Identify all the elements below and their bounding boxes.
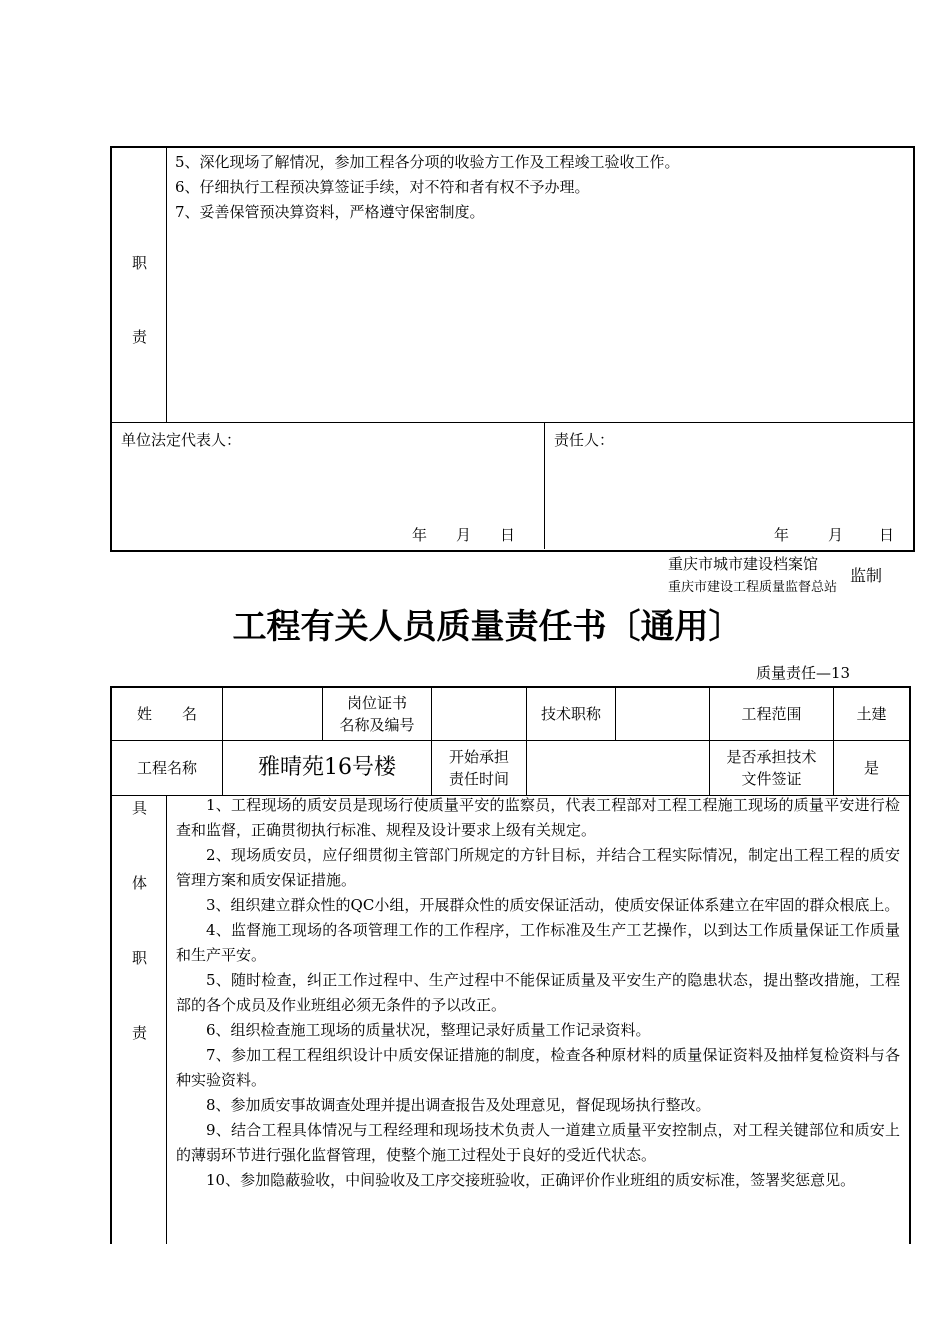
- scope-value[interactable]: [834, 688, 909, 741]
- duties-table-top: [110, 146, 915, 552]
- tech-sign-value[interactable]: [834, 741, 909, 796]
- signature-row: [112, 422, 913, 549]
- duty-item: 6、仔细执行工程预决算签证手续，对不符和者有权不予办理。: [175, 178, 590, 196]
- date-year: 年: [774, 526, 790, 544]
- tech-title-value[interactable]: [616, 688, 710, 741]
- project-name-value[interactable]: [223, 741, 432, 796]
- specific-duties-content: [176, 793, 900, 1193]
- scope-value-text: 土建: [856, 705, 887, 723]
- supervisor-quality-station: 重庆市建设工程质量监督总站: [668, 580, 838, 595]
- label-char-zhi: 职: [132, 949, 148, 967]
- duty-item: 8、参加质安事故调查处理并提出调查报告及处理意见，督促现场执行整改。: [206, 1096, 711, 1114]
- duty-item: 4、监督施工现场的各项管理工作的工作程序，工作标准及生产工艺操作，以到达工作质量保证工作质量和生产平安。: [176, 921, 900, 964]
- date-day: 日: [500, 526, 516, 544]
- label-char-ze: 责: [132, 1024, 148, 1042]
- start-time-label: [432, 741, 527, 796]
- duty-item: 5、深化现场了解情况，参加工程各分项的收验方工作及工程竣工验收工作。: [175, 153, 680, 171]
- name-value[interactable]: [223, 688, 323, 741]
- document-title: 工程有关人员质量责任书〔通用〕: [232, 607, 743, 647]
- label-char-ju: 具: [132, 799, 148, 817]
- specific-duties-label-column: [112, 796, 167, 1244]
- cert-label-line1: 岗位证书: [346, 694, 407, 712]
- duty-item: 2、现场质安员，应仔细贯彻主管部门所规定的方针目标，并结合工程实际情况，制定出工程工程的质安管理方案和质安保证措施。: [176, 846, 900, 889]
- supervisor-suffix: 监制: [850, 566, 883, 585]
- cert-label-line2: 名称及编号: [339, 716, 415, 734]
- name-label-text: 姓 名: [136, 705, 197, 723]
- tech-title-label: [527, 688, 616, 741]
- cert-label: [323, 688, 432, 741]
- start-time-value[interactable]: [527, 741, 710, 796]
- duties-label-column: [112, 148, 167, 422]
- duty-item: 7、妥善保管预决算资料，严格遵守保密制度。: [175, 203, 485, 221]
- signature-divider: [544, 423, 545, 549]
- project-name-value-text: 雅晴苑16号楼: [258, 755, 396, 780]
- tech-sign-label-line2: 文件签证: [741, 770, 802, 788]
- duty-item: 5、随时检查，纠正工作过程中、生产过程中不能保证质量及平安生产的隐患状态，提出整改措施，工程部的各个成员及作业班组必须无条件的予以改正。: [176, 971, 900, 1014]
- date-year: 年: [412, 526, 428, 544]
- start-time-label-line2: 责任时间: [448, 770, 509, 788]
- tech-title-label-text: 技术职称: [540, 705, 601, 723]
- label-char-ze: 责: [132, 328, 148, 346]
- scope-label: [710, 688, 834, 741]
- date-day: 日: [879, 526, 895, 544]
- cert-value[interactable]: [432, 688, 527, 741]
- project-name-label-text: 工程名称: [136, 759, 197, 777]
- tech-sign-label-line1: 是否承担技术: [726, 748, 817, 766]
- project-name-label: [112, 741, 223, 796]
- supervisor-archive: 重庆市城市建设档案馆: [668, 555, 819, 573]
- legal-representative-label: 单位法定代表人：: [121, 431, 242, 449]
- duty-item: 6、组织检查施工现场的质量状况，整理记录好质量工作记录资料。: [206, 1021, 651, 1039]
- document-code: 质量责任—13: [756, 664, 851, 682]
- label-char-zhi: 职: [132, 254, 148, 272]
- tech-sign-label: [710, 741, 834, 796]
- date-month: 月: [828, 526, 844, 544]
- duties-content: [167, 148, 913, 422]
- duty-item: 3、组织建立群众性的QC小组，开展群众性的质安保证活动，使质安保证体系建立在牢固的群众根底上。: [206, 896, 900, 914]
- duty-item: 7、参加工程工程组织设计中质安保证措施的制度，检查各种原材料的质量保证资料及抽样复检资料与各种实验资料。: [176, 1046, 900, 1089]
- date-month: 月: [456, 526, 472, 544]
- name-label: [112, 688, 223, 741]
- duty-item: 10、参加隐蔽验收，中间验收及工序交接班验收，正确评价作业班组的质安标准，签署奖惩意见。: [206, 1171, 856, 1189]
- responsibility-form: [110, 686, 911, 1244]
- tech-sign-value-text: 是: [863, 759, 879, 777]
- responsible-person-label: 责任人：: [554, 431, 615, 449]
- start-time-label-line1: 开始承担: [448, 748, 509, 766]
- scope-label-text: 工程范围: [741, 705, 802, 723]
- duty-item: 1、工程现场的质安员是现场行使质量平安的监察员，代表工程部对工程工程施工现场的质量平安进行检查和监督，正确贯彻执行标准、规程及设计要求上级有关规定。: [176, 796, 900, 839]
- duty-item: 9、结合工程具体情况与工程经理和现场技术负责人一道建立质量平安控制点，对工程关键部位和质安上的薄弱环节进行强化监督管理，使整个施工过程处于良好的受近代状态。: [176, 1121, 900, 1164]
- label-char-ti: 体: [132, 874, 148, 892]
